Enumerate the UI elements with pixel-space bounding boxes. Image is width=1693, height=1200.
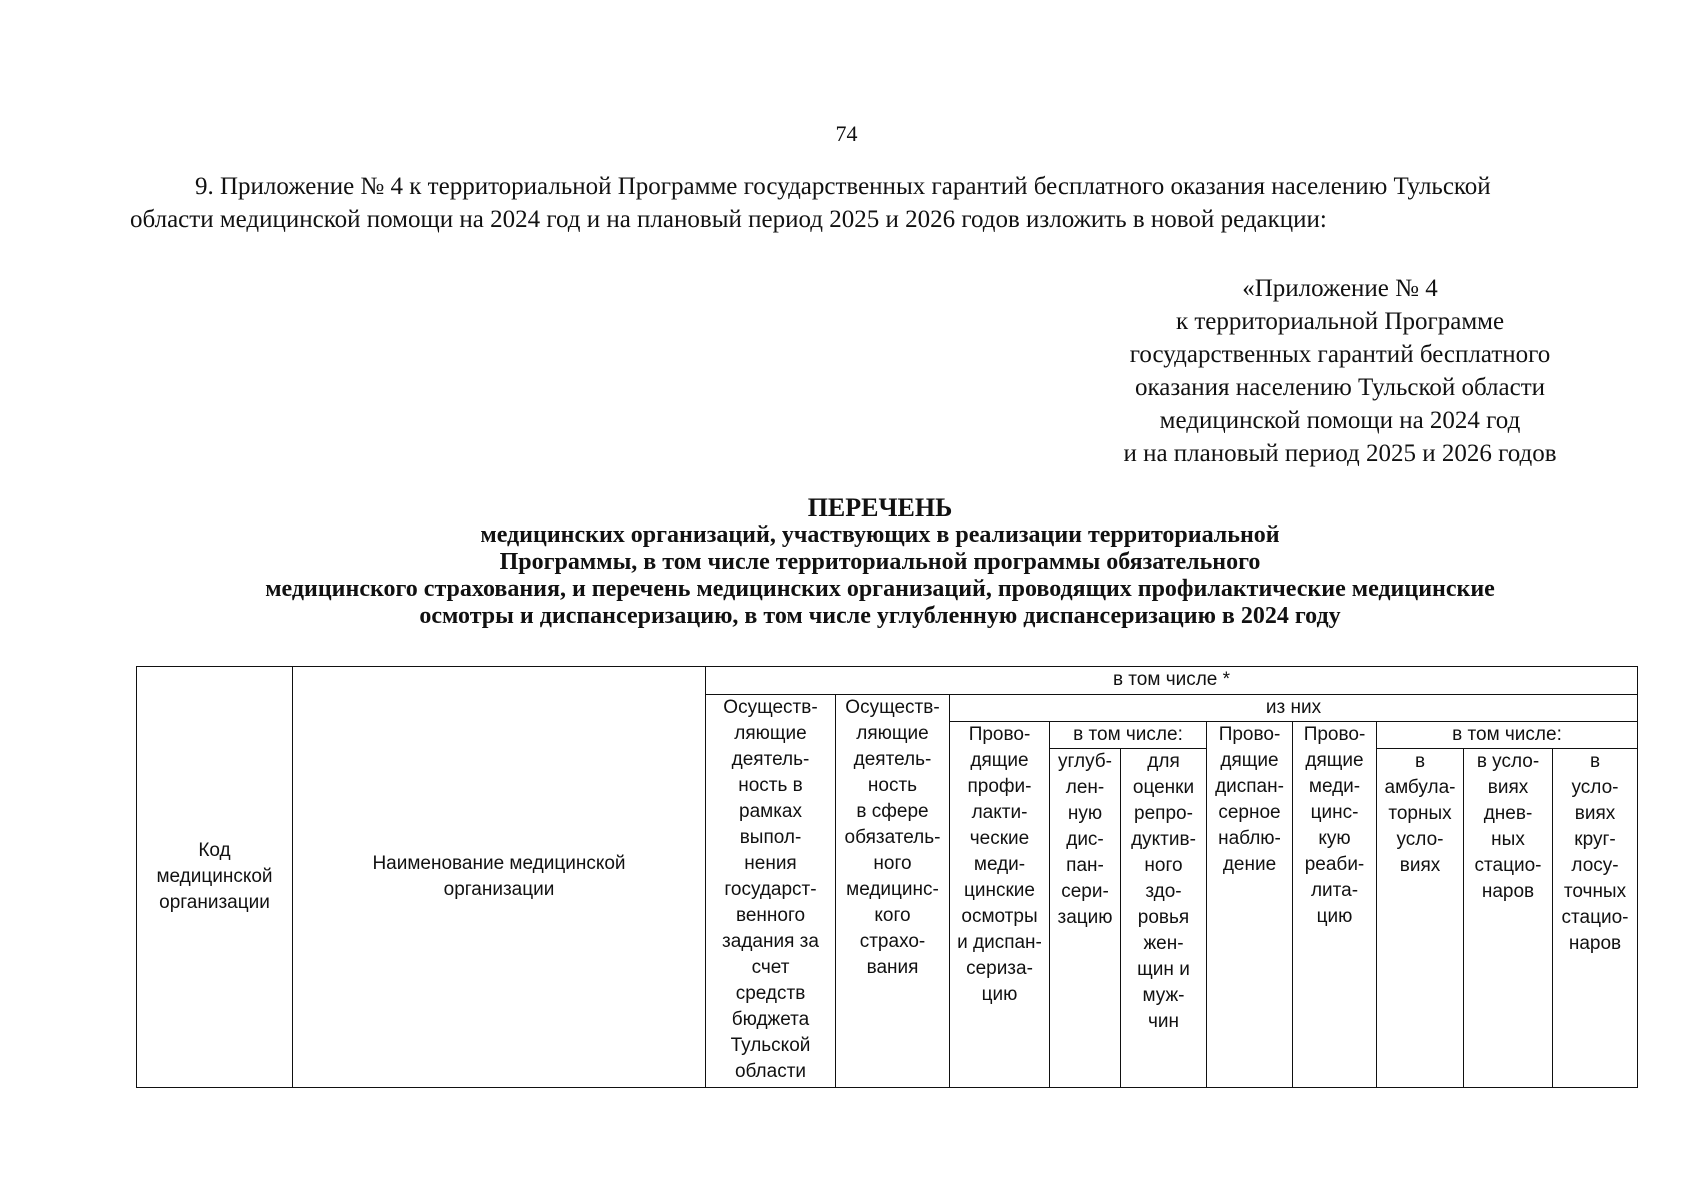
cell-text-line: цию (981, 984, 1018, 1005)
cell-text-line: точных (1563, 881, 1627, 902)
title-line: медицинского страхования, и перечень медицинских организаций, проводящих профилактические медицинские (265, 576, 1495, 602)
cell-text-line: Осуществ- (723, 697, 818, 718)
header-deep-dispensarization (1050, 749, 1121, 1088)
cell-text-line: стацио- (1474, 855, 1542, 876)
cell-text-line: счет (751, 957, 790, 978)
cell-text-line: углуб- (1057, 751, 1113, 772)
cell-text-line: здо- (1145, 881, 1182, 902)
page-number: 74 (835, 121, 858, 146)
cell-text-line: меди- (1308, 776, 1361, 797)
cell-text-line: репро- (1134, 803, 1193, 824)
cell-text-line: средств (735, 983, 806, 1004)
cell-text-line: в усло- (1476, 751, 1540, 772)
header-group-incl-2: в том числе: (1377, 722, 1638, 749)
header-code (137, 667, 293, 1088)
cell-text-line: Тульской (730, 1035, 811, 1056)
cell-text-line: дуктив- (1131, 829, 1196, 850)
cell-text-line: дящие (1305, 750, 1364, 771)
cell-text-line: организации (159, 892, 270, 913)
cell-text-line: наров (1481, 881, 1535, 902)
header-reproductive-health (1121, 749, 1207, 1088)
header-preventive-exams (950, 722, 1050, 1088)
intro-line-1: 9. Приложение № 4 к территориальной Программе государственных гарантий бесплатного оказания населению Тульской (195, 173, 1491, 200)
cell-text-line: Прово- (1303, 724, 1366, 745)
cell-text-line: Наименование медицинской (372, 853, 626, 874)
cell-text-line: бюджета (731, 1009, 810, 1030)
header-group-including: в том числе * (706, 667, 1638, 695)
cell-text-line: ляющие (734, 723, 807, 744)
cell-text-line: выпол- (739, 827, 802, 848)
cell-text-line: нения (744, 853, 797, 874)
cell-text-line: усло- (1571, 777, 1619, 798)
cell-text-line: лита- (1310, 880, 1359, 901)
cell-text-line: виях (1487, 777, 1529, 798)
cell-text-line: в (1589, 751, 1601, 772)
cell-text-line: кого (874, 905, 911, 926)
cell-text-line: для (1147, 751, 1180, 772)
cell-text-line: щин и (1137, 959, 1190, 980)
cell-text-line: деятель- (853, 749, 932, 770)
title-line: Программы, в том числе территориальной программы обязательного (499, 549, 1261, 575)
title-main: ПЕРЕЧЕНЬ (807, 493, 953, 522)
cell-text-line: осмотры (961, 906, 1038, 927)
cell-text-line: днев- (1483, 803, 1533, 824)
cell-text-line: области (734, 1061, 807, 1082)
header-outpatient (1377, 749, 1464, 1088)
cell-text-line: ную (1067, 803, 1103, 824)
cell-text-line: дение (1222, 854, 1277, 875)
cell-text-line: муж- (1142, 985, 1185, 1006)
cell-text-line: наблю- (1218, 828, 1281, 849)
cell-text-line: виях (1399, 855, 1441, 876)
appendix-line: «Приложение № 4 (1242, 275, 1438, 302)
cell-text-line: медицинс- (846, 879, 939, 900)
header-dispensary-observation (1207, 722, 1293, 1088)
cell-text-line: ляющие (856, 723, 929, 744)
cell-text-line: ческие (969, 828, 1030, 849)
cell-text-line: цинские (964, 880, 1035, 901)
cell-text-line: задания за (722, 931, 819, 952)
cell-text-line: чин (1147, 1011, 1179, 1032)
cell-text-line: усло- (1396, 829, 1444, 850)
header-group-of-them: из них (950, 695, 1638, 722)
appendix-line: к территориальной Программе (1175, 308, 1505, 335)
cell-text-line: дящие (1220, 750, 1279, 771)
cell-text-line: реаби- (1304, 854, 1365, 875)
cell-text-line: сери- (1061, 881, 1109, 902)
header-org-name (293, 667, 706, 1088)
header-rehabilitation (1293, 722, 1377, 1088)
cell-text-line: ность (867, 775, 918, 796)
document-title (120, 494, 1640, 630)
cell-text-line: амбула- (1384, 777, 1456, 798)
cell-text-line: меди- (973, 854, 1026, 875)
cell-text-line: венного (735, 905, 806, 926)
cell-text-line: в сфере (856, 801, 929, 822)
intro-line-2: области медицинской помощи на 2024 год и на плановый период 2025 и 2026 годов изложить в новой редакции: (130, 206, 1327, 233)
cell-text-line: ных (1491, 829, 1525, 850)
header-state-task (706, 695, 836, 1088)
cell-text-line: оценки (1132, 777, 1195, 798)
cell-text-line: ность в (738, 775, 803, 796)
cell-text-line: профи- (967, 776, 1032, 797)
title-line: осмотры и диспансеризацию, в том числе углубленную диспансеризацию в 2024 году (419, 603, 1341, 629)
header-group-incl-1: в том числе: (1050, 722, 1207, 749)
cell-text-line: ного (1144, 855, 1183, 876)
cell-text-line: организации (443, 879, 555, 900)
cell-text-line: Осуществ- (845, 697, 940, 718)
cell-text-line: диспан- (1215, 776, 1284, 797)
appendix-line: оказания населению Тульской области (1134, 374, 1546, 401)
intro-paragraph (130, 170, 1650, 236)
cell-text-line: пан- (1066, 855, 1104, 876)
cell-text-line: круг- (1574, 829, 1616, 850)
cell-text-line: дис- (1066, 829, 1104, 850)
cell-text-line: кую (1318, 828, 1351, 849)
cell-text-line: Прово- (968, 724, 1031, 745)
cell-text-line: серное (1218, 802, 1281, 823)
cell-text-line: дящие (970, 750, 1029, 771)
cell-text-line: медицинской (156, 866, 273, 887)
cell-text-line: обязатель- (844, 827, 941, 848)
header-oms (836, 695, 950, 1088)
header-round-clock-hospital (1553, 749, 1638, 1088)
cell-text-line: государст- (724, 879, 817, 900)
cell-text-line: цию (1316, 906, 1353, 927)
cell-text-line: деятель- (731, 749, 810, 770)
cell-text-line: страхо- (859, 931, 926, 952)
cell-text-line: Код (198, 840, 231, 861)
cell-text-line: в (1414, 751, 1426, 772)
cell-text-line: лакти- (971, 802, 1028, 823)
cell-text-line: ного (873, 853, 912, 874)
cell-text-line: жен- (1143, 933, 1184, 954)
cell-text-line: вания (866, 957, 919, 978)
organizations-table (136, 666, 1638, 1088)
title-line: медицинских организаций, участвующих в реализации территориальной (480, 522, 1280, 548)
header-day-hospital (1464, 749, 1553, 1088)
appendix-line: медицинской помощи на 2024 год (1159, 407, 1521, 434)
appendix-line: и на плановый период 2025 и 2026 годов (1123, 440, 1557, 467)
cell-text-line: рамках (739, 801, 802, 822)
cell-text-line: цинс- (1310, 802, 1359, 823)
cell-text-line: стацио- (1561, 907, 1629, 928)
cell-text-line: лосу- (1571, 855, 1619, 876)
appendix-header (1080, 272, 1600, 470)
appendix-line: государственных гарантий бесплатного (1129, 341, 1551, 368)
cell-text-line: и диспан- (957, 932, 1042, 953)
cell-text-line: ровья (1137, 907, 1190, 928)
cell-text-line: виях (1574, 803, 1616, 824)
cell-text-line: наров (1568, 933, 1622, 954)
cell-text-line: Прово- (1218, 724, 1281, 745)
cell-text-line: зацию (1057, 907, 1113, 928)
cell-text-line: лен- (1065, 777, 1105, 798)
cell-text-line: сериза- (966, 958, 1033, 979)
cell-text-line: торных (1388, 803, 1452, 824)
